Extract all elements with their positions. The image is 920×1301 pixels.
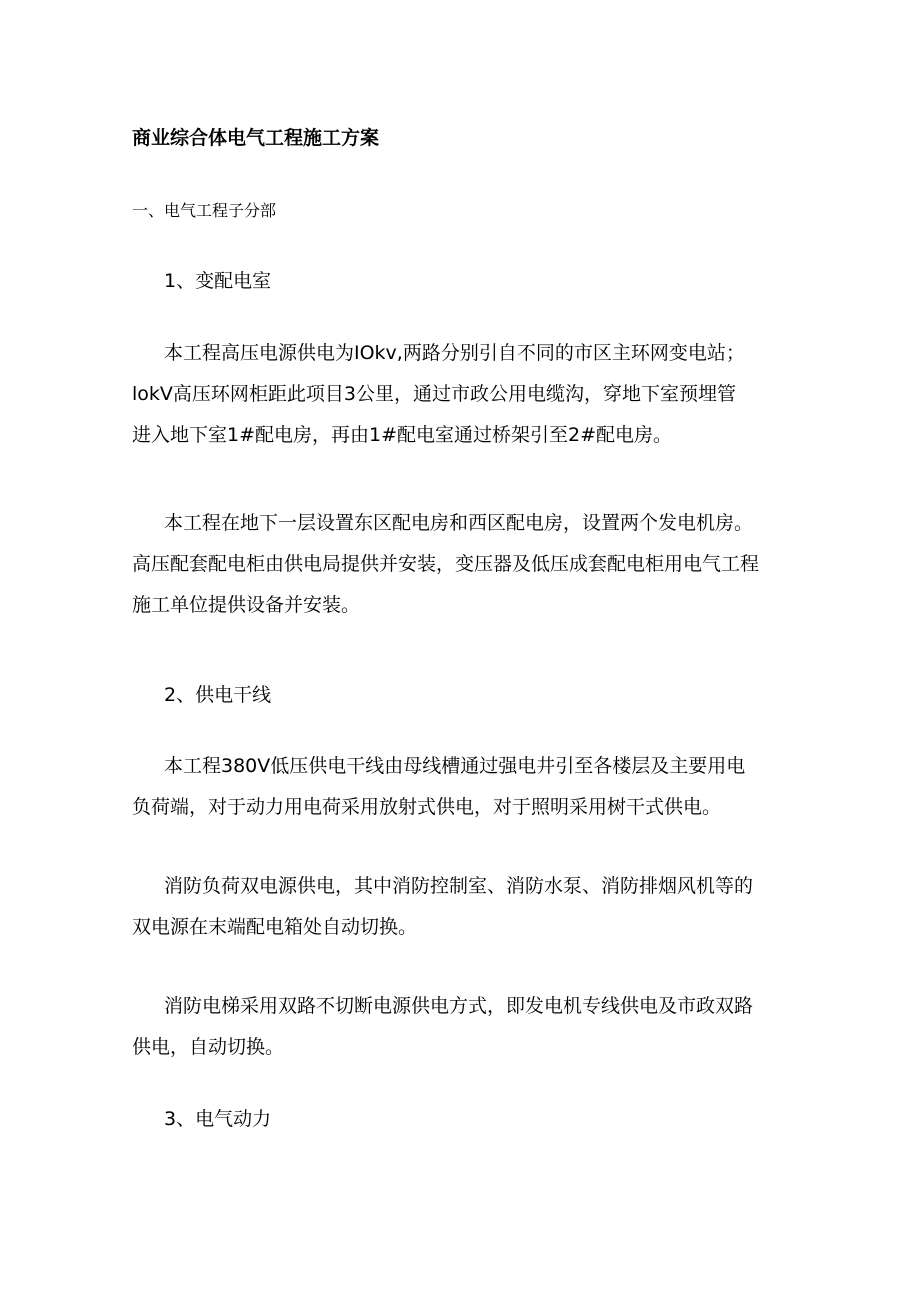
paragraph-line: 本工程380V低压供电干线由母线槽通过强电井引至各楼层及主要用电 xyxy=(164,755,746,777)
document-title: 商业综合体电气工程施工方案 xyxy=(132,127,380,149)
subheading-supply-trunk: 2、供电干线 xyxy=(164,684,272,706)
paragraph-line: 进入地下室1#配电房，再由1#配电室通过桥架引至2#配电房。 xyxy=(132,424,673,446)
paragraph-low-voltage xyxy=(132,746,792,828)
section-heading: 一、电气工程子分部 xyxy=(132,201,277,220)
paragraph-line: 消防电梯采用双路不切断电源供电方式，即发电机专线供电及市政双路 xyxy=(164,995,754,1017)
paragraph-distribution-rooms xyxy=(132,503,792,626)
paragraph-line: 负荷端，对于动力用电荷采用放射式供电，对于照明采用树干式供电。 xyxy=(132,796,722,818)
paragraph-line: 高压配套配电柜由供电局提供并安装，变压器及低压成套配电柜用电气工程 xyxy=(132,553,760,575)
paragraph-line: 施工单位提供设备并安装。 xyxy=(132,594,361,616)
paragraph-line: lokV高压环网柜距此项目3公里，通过市政公用电缆沟，穿地下室预埋管 xyxy=(132,383,736,405)
paragraph-power-source xyxy=(132,333,792,456)
paragraph-line: 消防负荷双电源供电，其中消防控制室、消防水泵、消防排烟风机等的 xyxy=(164,875,754,897)
paragraph-line: 本工程在地下一层设置东区配电房和西区配电房，设置两个发电机房。 xyxy=(164,512,754,534)
subheading-electrical-power: 3、电气动力 xyxy=(164,1108,272,1130)
paragraph-fire-elevator xyxy=(132,986,792,1068)
paragraph-line: 本工程高压电源供电为IOkv,两路分别引自不同的市区主环网变电站； xyxy=(164,342,745,364)
subheading-substation: 1、变配电室 xyxy=(164,270,272,292)
paragraph-line: 双电源在末端配电箱处自动切换。 xyxy=(132,916,418,938)
paragraph-fire-load xyxy=(132,866,792,948)
paragraph-line: 供电，自动切换。 xyxy=(132,1036,285,1058)
